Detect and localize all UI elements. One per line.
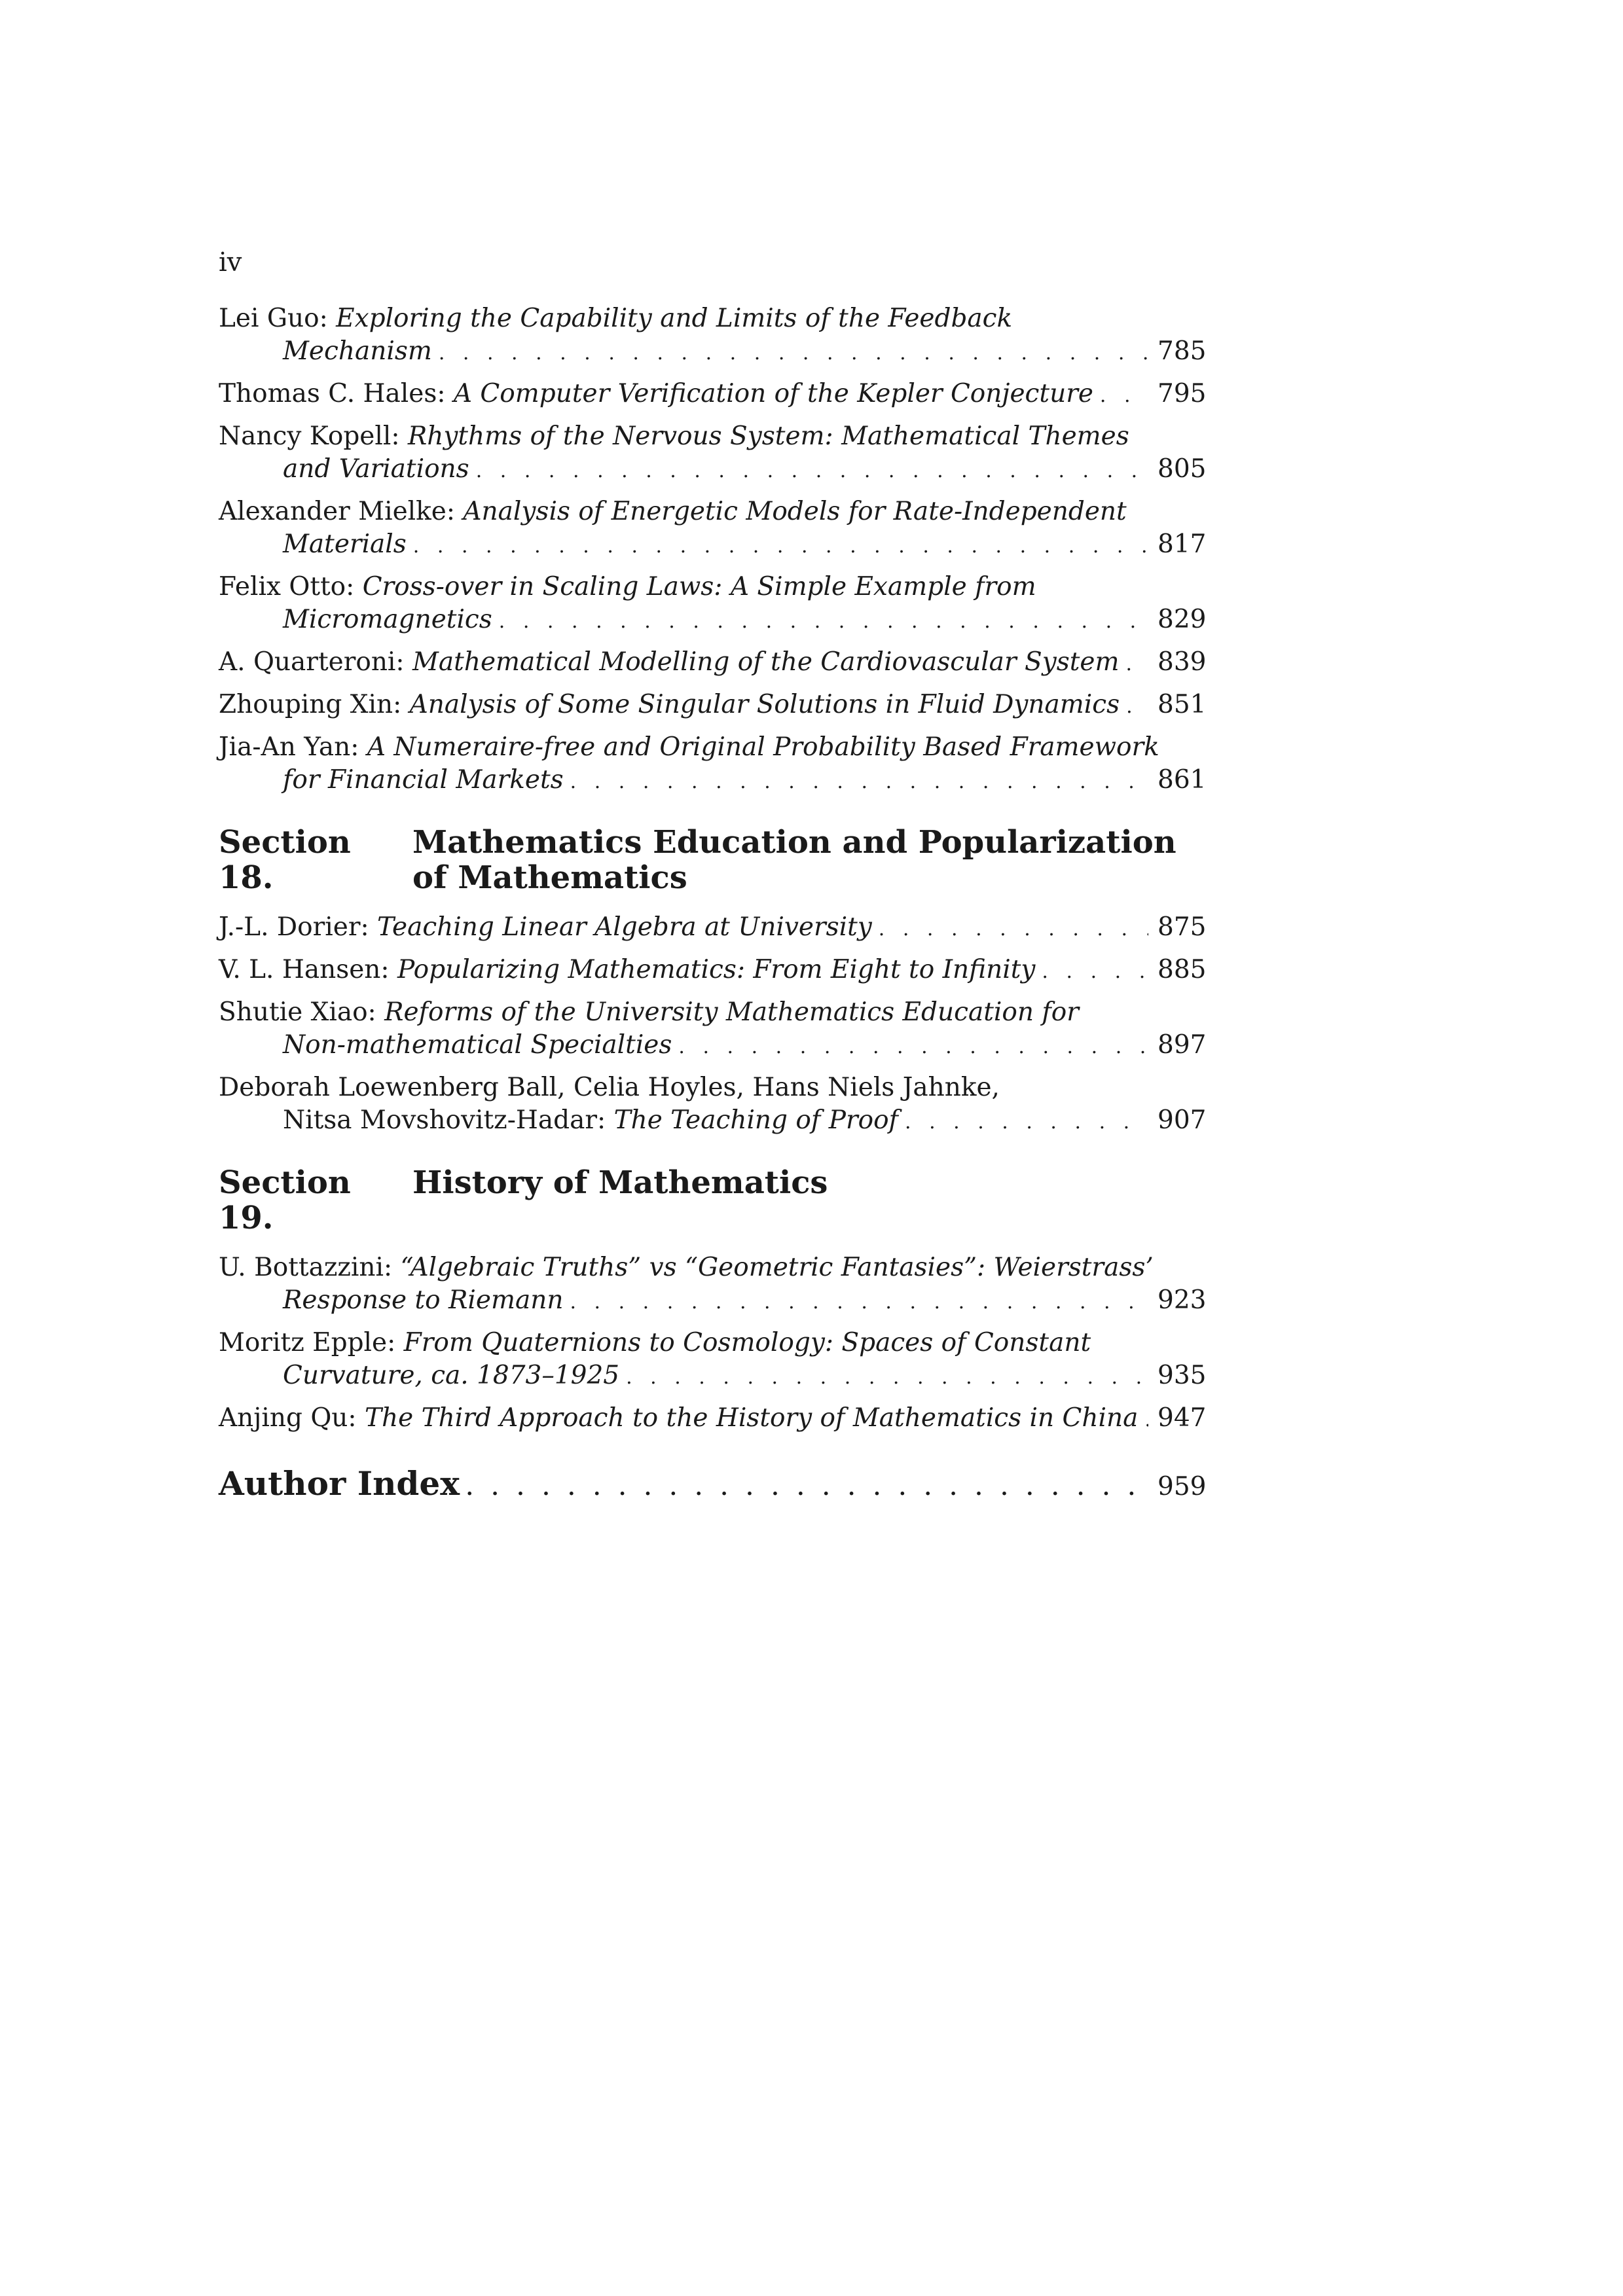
entry-page: 805 <box>1158 454 1207 484</box>
entry-title: “Algebraic Truths” vs “Geometric Fantasies”: Weierstrass’ <box>400 1253 1154 1282</box>
entry-page: 875 <box>1158 912 1207 942</box>
toc-entry-qu[interactable] <box>219 1402 1205 1437</box>
toc-entry-dorier[interactable] <box>219 911 1205 946</box>
entry-page: 897 <box>1158 1030 1207 1060</box>
entry-page: 839 <box>1158 647 1207 677</box>
section-title: Mathematics Education and Popularization of Mathematics <box>412 824 1176 896</box>
leader-dots <box>1125 648 1148 681</box>
entry-author-cont: Nitsa Movshovitz-Hadar: <box>283 1105 606 1135</box>
entry-author: Felix Otto: <box>219 572 355 601</box>
entry-page: 923 <box>1158 1285 1207 1315</box>
table-of-contents <box>219 302 1205 1503</box>
section-number: Section 19. <box>219 1164 351 1236</box>
entry-page: 795 <box>1158 379 1207 408</box>
author-index-entry[interactable] <box>219 1464 1205 1503</box>
entry-title: Cross-over in Scaling Laws: A Simple Example from <box>362 572 1036 601</box>
leader-dots <box>570 1286 1148 1319</box>
toc-entry-epple[interactable] <box>219 1327 1205 1394</box>
leader-dots <box>1144 1404 1148 1437</box>
toc-entry-hansen[interactable] <box>219 954 1205 988</box>
entry-page: 907 <box>1158 1105 1207 1135</box>
toc-entry-hales[interactable] <box>219 378 1205 412</box>
leader-dots <box>678 1031 1148 1064</box>
toc-entry-otto[interactable] <box>219 571 1205 638</box>
section-title: History of Mathematics <box>412 1164 828 1201</box>
entry-author: J.-L. Dorier: <box>219 912 369 942</box>
toc-entry-ball[interactable] <box>219 1071 1205 1139</box>
leader-dots <box>466 1477 1148 1500</box>
toc-entry-mielke[interactable] <box>219 495 1205 563</box>
entry-title: Mathematical Modelling of the Cardiovascular System <box>412 647 1120 677</box>
entry-page: 935 <box>1158 1361 1207 1390</box>
toc-entry-xiao[interactable] <box>219 996 1205 1064</box>
leader-dots <box>439 337 1148 370</box>
toc-entry-kopell[interactable] <box>219 420 1205 488</box>
leader-dots <box>1042 956 1148 988</box>
entry-author: Lei Guo: <box>219 304 328 333</box>
entry-title: A Numeraire-free and Original Probability Based Framework <box>367 732 1159 762</box>
entry-page: 861 <box>1158 765 1207 795</box>
section-number: Section 18. <box>219 824 351 896</box>
entry-page: 885 <box>1158 955 1207 984</box>
entry-title: Analysis of Energetic Models for Rate-Independent <box>463 497 1127 526</box>
entry-page: 817 <box>1158 529 1207 559</box>
entry-author: U. Bottazzini: <box>219 1253 393 1282</box>
entry-author: Zhouping Xin: <box>219 690 402 719</box>
toc-entry-xin[interactable] <box>219 689 1205 723</box>
entry-title: Exploring the Capability and Limits of the Feedback <box>336 304 1013 333</box>
leader-dots <box>1100 380 1148 412</box>
leader-dots <box>905 1106 1148 1139</box>
toc-entry-guo[interactable] <box>219 302 1205 370</box>
section-heading-19[interactable] <box>219 1165 1205 1236</box>
entry-title: The Teaching of Proof <box>613 1105 898 1135</box>
entry-author: Nancy Kopell: <box>219 422 400 451</box>
entry-title-cont: Response to Riemann <box>283 1285 564 1315</box>
author-index-label: Author Index <box>219 1464 460 1503</box>
entry-title: Rhythms of the Nervous System: Mathematical Themes <box>407 422 1129 451</box>
entry-title-cont: Mechanism <box>283 336 432 366</box>
entry-title-cont: Materials <box>283 529 407 559</box>
entry-page: 947 <box>1158 1403 1207 1433</box>
leader-dots <box>570 766 1148 798</box>
entry-title: Popularizing Mathematics: From Eight to Infinity <box>397 955 1036 984</box>
entry-title-cont: and Variations <box>283 454 469 484</box>
leader-dots <box>476 455 1148 488</box>
entry-title: Teaching Linear Algebra at University <box>377 912 872 942</box>
leader-dots <box>879 913 1148 946</box>
section-heading-18[interactable] <box>219 825 1205 895</box>
entry-page: 829 <box>1158 605 1207 634</box>
entry-title: Analysis of Some Singular Solutions in Fluid Dynamics <box>409 690 1120 719</box>
leader-dots <box>413 530 1148 563</box>
entry-page: 851 <box>1158 690 1207 719</box>
leader-dots <box>626 1361 1148 1394</box>
toc-entry-yan[interactable] <box>219 731 1205 798</box>
leader-dots <box>499 605 1148 638</box>
toc-entry-quarteroni[interactable] <box>219 646 1205 681</box>
toc-entry-bottazzini[interactable] <box>219 1251 1205 1319</box>
entry-title-cont: Micromagnetics <box>283 605 492 634</box>
entry-author: Alexander Mielke: <box>219 497 455 526</box>
entry-author: V. L. Hansen: <box>219 955 390 984</box>
entry-title: Reforms of the University Mathematics Education for <box>384 997 1079 1027</box>
entry-page: 785 <box>1158 336 1207 366</box>
entry-title: The Third Approach to the History of Mathematics in China <box>364 1403 1139 1433</box>
entry-author: Shutie Xiao: <box>219 997 376 1027</box>
entry-title-cont: Non-mathematical Specialties <box>283 1030 672 1060</box>
entry-author: Jia-An Yan: <box>219 732 359 762</box>
entry-authors: Deborah Loewenberg Ball, Celia Hoyles, Hans Niels Jahnke, <box>219 1073 1000 1102</box>
entry-title: From Quaternions to Cosmology: Spaces of Constant <box>403 1328 1091 1357</box>
entry-author: A. Quarteroni: <box>219 647 405 677</box>
page-number: iv <box>219 247 242 278</box>
entry-title-cont: Curvature, ca. 1873–1925 <box>283 1361 620 1390</box>
entry-title: A Computer Verification of the Kepler Conjecture <box>453 379 1093 408</box>
entry-title-cont: for Financial Markets <box>283 765 564 795</box>
entry-author: Thomas C. Hales: <box>219 379 446 408</box>
leader-dots <box>1126 691 1148 723</box>
entry-author: Anjing Qu: <box>219 1403 357 1433</box>
entry-author: Moritz Epple: <box>219 1328 396 1357</box>
author-index-page: 959 <box>1158 1472 1207 1501</box>
